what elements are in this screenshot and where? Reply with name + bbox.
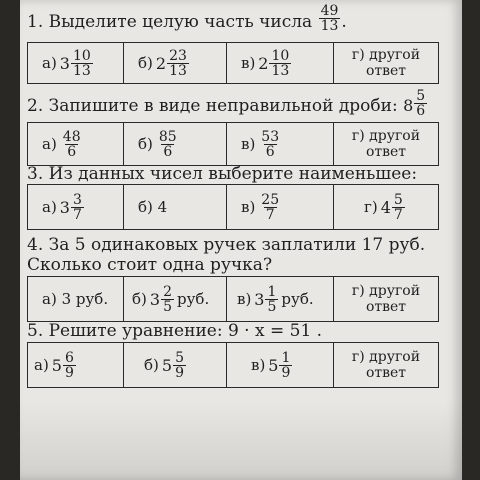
answer-4d[interactable]: г) другой ответ — [351, 283, 421, 315]
answer-3d[interactable]: г) 4 $\frac{5}{7}$ — [364, 191, 403, 223]
answer-2b[interactable]: б) $\frac{85}{6}$ — [124, 123, 227, 165]
question-2-fraction: $\frac{5}{6}$ — [416, 88, 426, 119]
answer-5b[interactable]: б) 5 $\frac{5}{9}$ — [124, 343, 227, 387]
question-4-line-1: 4. За 5 одинаковых ручек заплатили 17 руб. — [27, 235, 426, 255]
answer-2c[interactable]: в) $\frac{53}{6}$ — [227, 123, 334, 165]
question-4-line-2: Сколько стоит одна ручка? — [27, 255, 273, 275]
answer-1b[interactable]: б) 2 $\frac{23}{13}$ — [124, 43, 227, 83]
question-3 — [27, 165, 447, 184]
answer-3b[interactable]: б) 4 — [124, 185, 227, 229]
answer-4b[interactable]: б) 3 $\frac{2}{5}$ руб. — [124, 277, 227, 321]
question-2-text: 2. Запишите в виде неправильной дроби: — [27, 96, 398, 116]
question-4 — [27, 236, 447, 275]
answers-row-2 — [27, 122, 439, 166]
question-1-text: 1. Выделите целую часть числа — [27, 12, 313, 32]
answer-1d[interactable]: г) другой ответ — [351, 47, 421, 79]
answers-row-1 — [27, 42, 439, 84]
answer-4a[interactable]: а) 3 руб. — [28, 277, 124, 321]
answer-5a[interactable]: а) 5 $\frac{6}{9}$ — [28, 343, 124, 387]
answer-4c[interactable]: в) 3 $\frac{1}{5}$ руб. — [227, 277, 334, 321]
question-1-fraction: $\frac{49}{13}$ — [320, 3, 339, 34]
question-2: 2. Запишите в виде неправильной дроби: 8 $\frac{5}{6}$ — [27, 88, 426, 119]
question-3-text: 3. Из данных чисел выберите наименьшее: — [27, 164, 418, 184]
answer-3c[interactable]: в) $\frac{25}{7}$ — [227, 185, 334, 229]
answers-row-4 — [27, 276, 439, 322]
answer-5d[interactable]: г) другой ответ — [351, 349, 421, 381]
question-5 — [27, 322, 447, 341]
question-1: 1. Выделите целую часть числа $\frac{49}{13}$ . — [27, 3, 347, 34]
answers-row-5 — [27, 342, 439, 388]
answer-1a[interactable]: а) 3 $\frac{10}{13}$ — [28, 43, 124, 83]
answer-5c[interactable]: в) 5 $\frac{1}{9}$ — [227, 343, 334, 387]
answer-1c[interactable]: в) 2 $\frac{10}{13}$ — [227, 43, 334, 83]
question-5-text: 5. Решите уравнение: 9 · x = 51 . — [27, 321, 323, 341]
answer-2d[interactable]: г) другой ответ — [351, 128, 421, 160]
answers-row-3 — [27, 184, 439, 230]
answer-3a[interactable]: а) 3 $\frac{3}{7}$ — [28, 185, 124, 229]
answer-2a[interactable]: а) $\frac{48}{6}$ — [28, 123, 124, 165]
